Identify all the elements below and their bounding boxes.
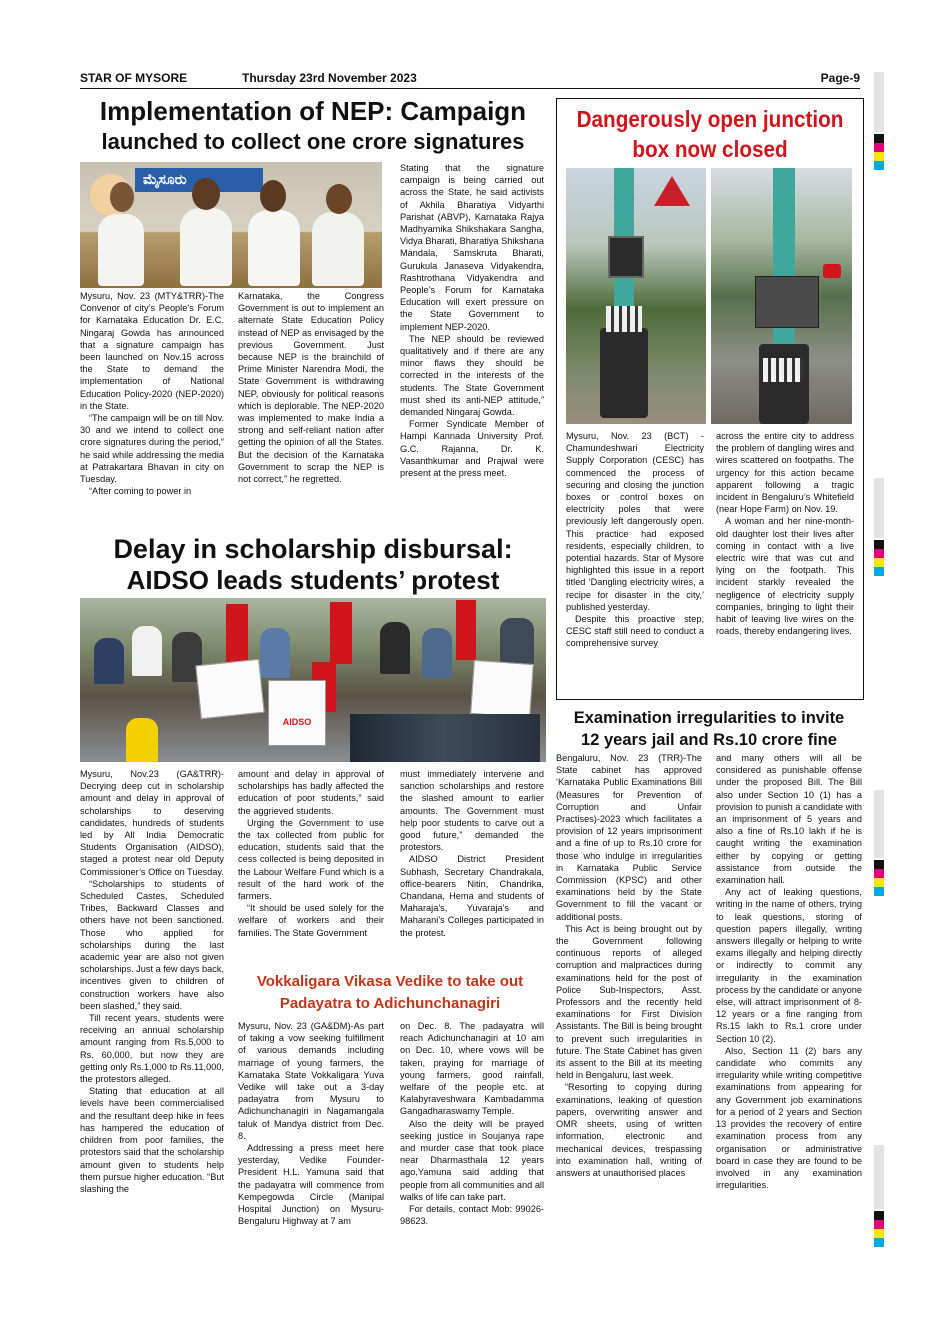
- person: [98, 214, 144, 286]
- paragraph: Mysuru, Nov. 23 (GA&DM)-As part of taking a vow seeking fulfillment of various demands including marriage of young farmers, the Karnataka State Vokkaligara Yuva Vedike will take out a 3-day padayatra from Mysuru to Adichunchanagiri in Nagamangala taluk of Mandya district from Dec. 8.: [238, 1021, 384, 1141]
- exam-column-2: [716, 752, 862, 1260]
- color-registration-mark: [874, 1211, 884, 1247]
- person: [312, 212, 364, 286]
- page-number: Page-9: [820, 71, 860, 85]
- exam-headline-line-2: 12 years jail and Rs.10 crore fine: [581, 731, 837, 749]
- issue-date: Thursday 23rd November 2023: [242, 71, 417, 85]
- paragraph: Stating that education at all levels have been commercialised and the resultant deep hike in fees has hampered the education of children from poor families, the protestors said that the scholarship amount given to students help them pursue higher education. “But slashing the: [80, 1086, 224, 1194]
- scooter: [823, 264, 841, 278]
- scholarship-column-1: [80, 768, 224, 1260]
- paper-name: STAR OF MYSORE: [80, 71, 188, 85]
- nep-column-2: [238, 290, 384, 530]
- exam-column-1: [556, 752, 702, 1260]
- photo-banner: ಮೈಸೂರು: [135, 168, 263, 192]
- paragraph: Karnataka, the Congress Government is out to implement an alternate State Education Policy instead of NEP as envisaged by the previous Government. Just because NEP is the brainchild of Prime Minister Narendra Modi, the State Government is withdrawing NEP, obviously for political reasons which is deplorable. The NEP-2020 was implemented to make India a strong and self-reliant nation after getting the opinion of all the States. But the decision of the Karnataka Government to scrap the NEP is not correct,” he regretted.: [238, 291, 384, 485]
- paragraph: Mysuru, Nov.23 (GA&TRR)-Decrying deep cut in scholarship amount and delay in approval of scholarships to deserving candidates, hundreds of students led by All India Democratic Students Organisation (AIDSO), staged a protest near old Deputy Commissioner’s Office on Tuesday.: [80, 769, 224, 877]
- paragraph: “After coming to power in: [89, 486, 192, 497]
- color-registration-mark: [874, 134, 884, 170]
- person: [248, 210, 300, 286]
- protester: [132, 626, 162, 676]
- placard: [268, 680, 326, 746]
- scholarship-headline-line-1: Delay in scholarship disbursal:: [113, 534, 513, 564]
- paragraph: “The campaign will be on till Nov. 30 and we intend to collect one crore signatures during the period,” he said while addressing the media at Patrakartara Bhavan in city on Tuesday.: [80, 413, 224, 485]
- padayatra-headline-line-1: Vokkaligara Vikasa Vedike to take out: [256, 973, 524, 990]
- paragraph: Also, Section 11 (2) bars any candidate who commits any irregularity while writing competitive examinations from appearing for any Government job examinations for a period of 2 years and Section 13 provides the recovery of entire examination process from any organisation or administrative board in case they are found to be involved in any examination irregularities.: [716, 1045, 862, 1191]
- wires: [606, 306, 642, 332]
- person-head: [110, 182, 134, 212]
- junction-headline-line-1: Dangerously open junction: [576, 106, 844, 132]
- junction-column-1: [566, 430, 704, 692]
- paragraph: Stating that the signature campaign is being carried out across the State, he said activists of Akhila Bharatiya Vidyarthi Parishat (ABVP), Karnataka Rajya Madhyamika Shikshakara Sangha, Vidya Bharati, Bharatiya Shikshana Mandala, Samskruta Bharati, Gurukula Janaseva Vidyakendra, Rashtrothana Vidyakendra and People’s Forum for Karnataka Education will exert pressure on the State Government to implement NEP-2020.: [400, 163, 544, 332]
- exam-headline-line-1: Examination irregularities to invite: [573, 709, 845, 727]
- paragraph: Till recent years, students were receiving an annual scholarship amount ranging from Rs.5,000 to Rs. 60,000, but now they are getting only Rs.1,000 to Rs.11,000, the protestors alleged.: [80, 1013, 224, 1085]
- red-flag: [226, 604, 248, 664]
- paragraph: This Act is being brought out by the Government following continuous reports of alleged corruption and malpractices during examinations held for the post of Police Sub-Inspectors, Asst. Professors and the recently held examinations for First Division Assistants. The Bill is being brought to prevent such irregularities in future. The State Cabinet has given its assent to the Bill at its meeting held in Bengaluru, last week.: [556, 923, 702, 1081]
- protester: [94, 638, 124, 684]
- scholarship-column-3: [400, 768, 544, 964]
- registration-strip: [874, 72, 884, 132]
- paragraph: Also the deity will be prayed seeking justice in Soujanya rape and murder case that took place near Dharmasthala 12 years ago,Yamuna said adding that people from all communities and all walks of life can take part.: [400, 1118, 544, 1202]
- red-flag: [330, 602, 352, 664]
- junction-column-2: [716, 430, 854, 692]
- pole-base: [759, 344, 809, 424]
- paragraph: must immediately intervene and sanction scholarships and restore the slashed amount to earlier amounts. The Government must help poor students to carve out a good future,” demanded the protestors.: [400, 769, 544, 853]
- padayatra-column-2: [400, 1020, 544, 1260]
- person-head: [260, 180, 286, 212]
- aidso-protest-photo: [80, 598, 546, 762]
- paragraph: Addressing a press meet here yesterday, Vedike Founder-President H.L. Yamuna said that the padayatra will commence from Kempegowda Circle (Manipal Hospital Junction) on Mysuru-Bengaluru Highway at 7 am: [238, 1143, 384, 1227]
- paragraph: A woman and her nine-month-old daughter lost their lives after coming in contact with a live electric wire that was cut and lying on the footpath. This incident starkly revealed the negligence of electricity supply companies, bringing to light their habit of leaving live wires on the roads, thereby endangering lives.: [716, 516, 854, 637]
- padayatra-headline-line-2: Padayatra to Adichunchanagiri: [279, 995, 501, 1012]
- protester: [380, 622, 410, 674]
- open-junction-box-photo: [566, 168, 706, 424]
- padayatra-column-1: [238, 1020, 384, 1260]
- paragraph: The NEP should be reviewed qualitatively and if there are any minor flaws they should be corrected in the interests of the students. The State Government must shed its anti-NEP attitude,” demanded Ningaraj Gowda.: [400, 333, 544, 418]
- paragraph: “Resorting to copying during examinations, leaking of question papers, overwriting answer and OMR sheets, using of written information, electronic and mechanical devices, trespassing into examination hall, writing of answers at unauthorised places: [556, 1082, 702, 1178]
- placard: [195, 659, 264, 719]
- masthead: [80, 70, 860, 89]
- junction-headline-line-2: box now closed: [632, 136, 788, 162]
- pole-base: [600, 328, 648, 418]
- seated-protesters: [350, 714, 540, 762]
- protester: [260, 628, 290, 678]
- nep-headline-line-1: Implementation of NEP: Campaign: [99, 96, 527, 126]
- person-head: [326, 184, 352, 214]
- nep-column-3: [400, 162, 544, 528]
- open-junction-box: [608, 236, 644, 278]
- red-flag: [456, 600, 476, 660]
- nep-column-1: [80, 290, 224, 530]
- paragraph: “Scholarships to students of Scheduled Castes, Scheduled Tribes, Backward Classes and others have not been sanctioned. Those who applied for scholarships during the last academic year are also not given scholarships. Just a few days back, incentives given to children of construction workers have also been slashed,” they said.: [80, 878, 224, 1011]
- scholarship-headline-line-2: AIDSO leads students’ protest: [126, 565, 500, 595]
- color-registration-mark: [874, 860, 884, 896]
- protester: [126, 718, 158, 762]
- warning-sign: [654, 176, 690, 206]
- placard: [470, 660, 534, 718]
- person-head: [192, 178, 220, 210]
- paragraph: AIDSO District President Subhash, Secretary Chandrakala, office-bearers Nitin, Chandrika, Chandana, Hema and students of Maharaja’s, Yuvaraja’s and Maharani’s Colleges participated in the protest.: [400, 854, 544, 938]
- paragraph: Mysuru, Nov. 23 (MTY&TRR)-The Convenor of city’s People’s Forum for Karnataka Education Dr. E.C. Ningaraj Gowda has announced that a signature campaign has been launched on Nov.15 across the State to demand the implementation of National Education Policy-2020 (NEP-2020) in the State.: [80, 291, 224, 411]
- paragraph: and many others will all be considered as punishable offense under the proposed Bill. The Bill also under Section 10 (1) has a provision to punish a candidate with an imprisonment of 5 years and also a fine of Rs.10 lakh if he is caught writing the examination either by copying or getting assistance from outside the examination hall.: [716, 753, 862, 886]
- person: [180, 208, 232, 286]
- paragraph: Urging the Government to use the tax collected from public for education, students said that the cess collected is being deposited in the Labour Welfare Fund which is a result of the hard work of the farmers.: [238, 817, 384, 902]
- paragraph: Mysuru, Nov. 23 (BCT) - Chamundeshwari Electricity Supply Corporation (CESC) has commenced the process of securing and closing the junction boxes or control boxes on electricity poles that were previously left dangerously open. This practice had exposed residents, especially children, to potential hazards. Star of Mysore highlighted this issue in a report titled ‘Dangling electricity wires, a recipe for disaster in the city,’ published yesterday.: [566, 431, 704, 612]
- registration-strip: [874, 790, 884, 858]
- nep-press-meet-photo: [80, 162, 382, 288]
- protester: [422, 628, 452, 678]
- paragraph: on Dec. 8. The padayatra will reach Adichunchanagiri at 10 am on Dec. 10, where vows will be taken, praying for marriage of young farmers, good rainfall, welfare of the people etc. at Kalabyraveshwara Kambadamma Gangadharaswamy Temple.: [400, 1021, 544, 1117]
- paragraph: Despite this proactive step, CESC staff still need to conduct a comprehensive survey: [566, 614, 704, 649]
- nep-headline-line-2: launched to collect one crore signatures: [101, 129, 525, 154]
- registration-strip: [874, 1145, 884, 1209]
- paragraph: Bengaluru, Nov. 23 (TRR)-The State cabinet has approved ‘Karnataka Public Examinations Bill (Measures for Prevention of Corruption and Unfair Practises)-2023 which facilitates a provision of 12 years imprisonment and a fine of up to Rs.10 crore for those who indulge in irregularities in Karnataka Public Service Commission (KPSC) and other examinations held by the State Government to fill the vacant or additional posts.: [556, 753, 702, 922]
- registration-strip: [874, 478, 884, 538]
- paragraph: “It should be used solely for the welfare of workers and their families. The State Government: [238, 903, 384, 938]
- scholarship-column-2: [238, 768, 384, 964]
- paragraph: amount and delay in approval of scholarships has badly affected the education of poor students,” said the aggrieved students.: [238, 769, 384, 816]
- wires: [763, 358, 803, 382]
- placard-label: AIDSO: [282, 717, 312, 727]
- paragraph: For details, contact Mob: 99026-98623.: [400, 1204, 544, 1227]
- paragraph: across the entire city to address the problem of dangling wires and wires scattered on footpaths. The urgency for this action became apparent following a tragic incident in Bengaluru’s Whitefield (near Hope Farm) on Nov. 19.: [716, 431, 854, 515]
- closed-junction-box-photo: [711, 168, 852, 424]
- paragraph: Any act of leaking questions, writing in the name of others, trying to leak questions, storing of question papers illegally, writing answers illegally or helping to write exams illegally and helping directly or indirectly to commit any irregularity in the examination process by the candidate or anyone else, will attract imprisonment of 8-12 years or a fine ranging from Rs.15 lakh to Rs.1 crore under Section 10 (2).: [716, 887, 862, 1044]
- paragraph: Former Syndicate Member of Hampi Kannada University Prof. G.C. Rajanna, Dr. K. Vasanthkumar and Prajwal were present at the press meet.: [400, 419, 544, 479]
- color-registration-mark: [874, 540, 884, 576]
- closed-junction-box: [755, 276, 819, 328]
